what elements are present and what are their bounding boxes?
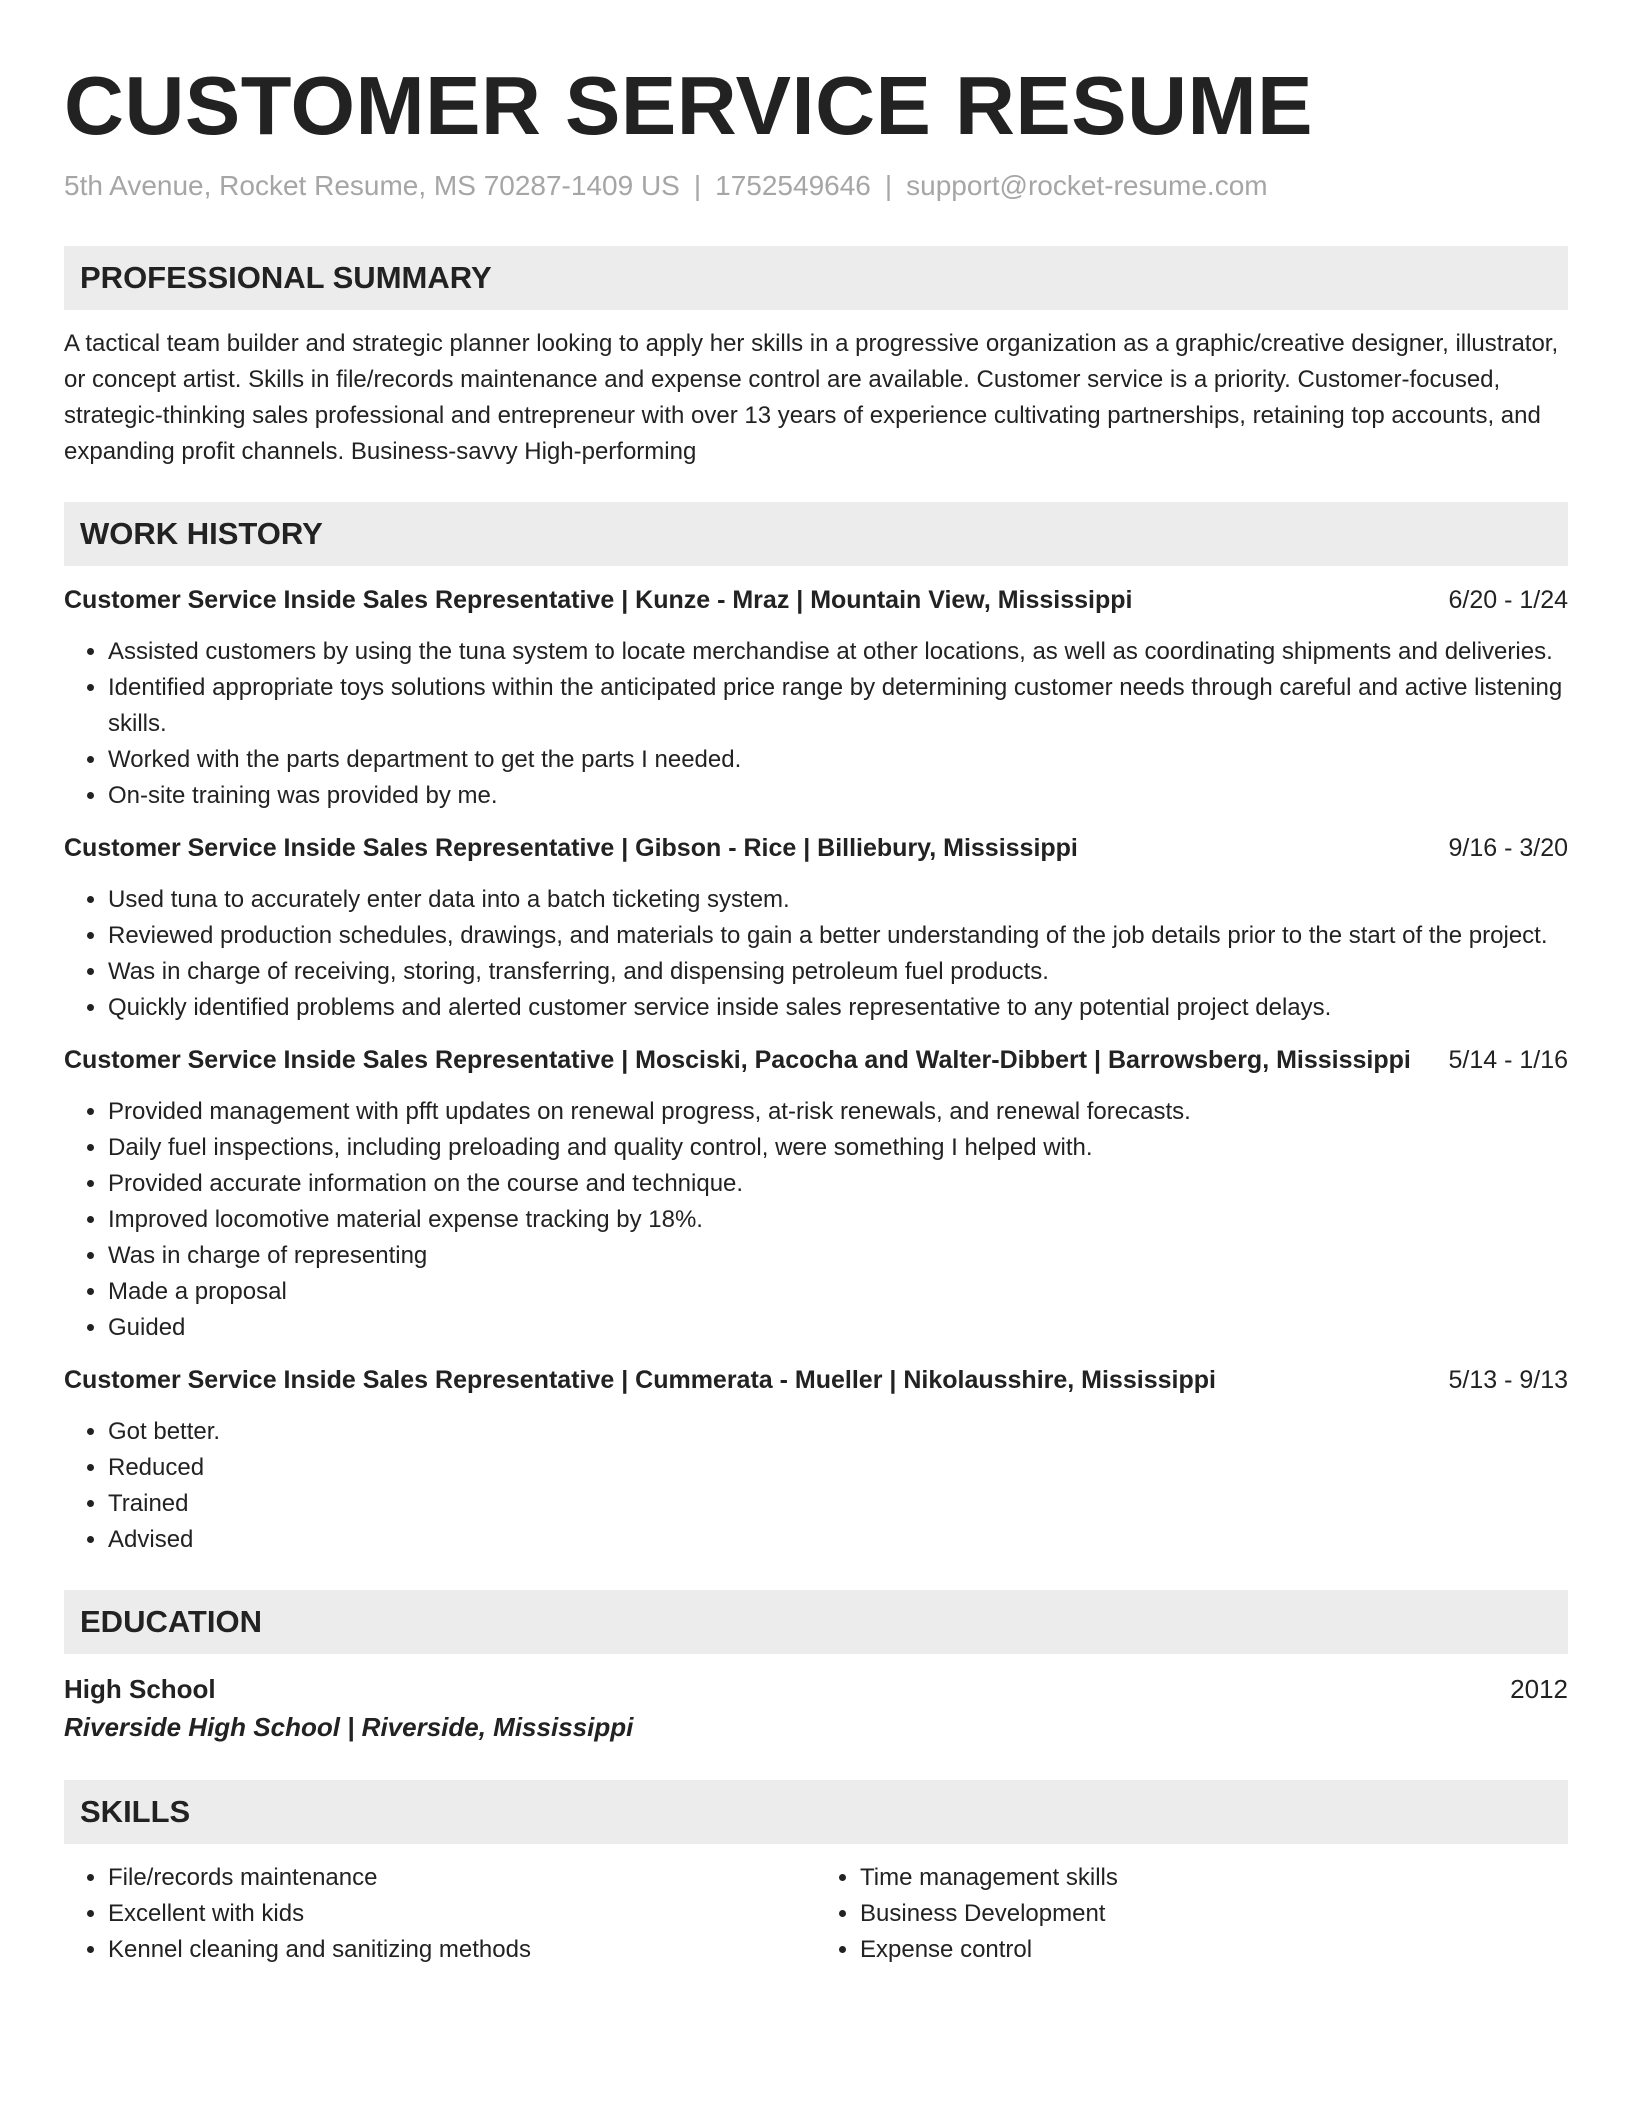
job-bullet: • Improved locomotive material expense tracking by 18%. <box>108 1202 1568 1238</box>
skill-item: • Excellent with kids <box>108 1896 816 1932</box>
job-header <box>64 582 1568 618</box>
contact-phone: 1752549646 <box>715 170 871 201</box>
education-degree: High School <box>64 1674 216 1704</box>
education-heading: EDUCATION <box>64 1590 1568 1654</box>
job-bullet: • Reviewed production schedules, drawings, and materials to gain a better understanding of the job details prior to the start of the project. <box>108 918 1568 954</box>
skills-heading: SKILLS <box>64 1780 1568 1844</box>
job-bullet: • Daily fuel inspections, including preloading and quality control, were something I helped with. <box>108 1130 1568 1166</box>
job-dates: 5/13 - 9/13 <box>1448 1366 1568 1394</box>
job-dates: 5/14 - 1/16 <box>1448 1046 1568 1074</box>
skill-item: • Expense control <box>860 1932 1568 1968</box>
summary-heading: PROFESSIONAL SUMMARY <box>64 246 1568 310</box>
skill-item: • File/records maintenance <box>108 1860 816 1896</box>
job-header <box>64 1042 1568 1078</box>
education-entry <box>64 1670 1568 1746</box>
job-dates: 9/16 - 3/20 <box>1448 834 1568 862</box>
skill-item: • Time management skills <box>860 1860 1568 1896</box>
job-title: Customer Service Inside Sales Representative | Cummerata - Mueller | Nikolausshire, Mississippi <box>64 1366 1216 1394</box>
education-school: Riverside High School | Riverside, Mississippi <box>64 1712 634 1742</box>
job-bullet: • Worked with the parts department to get the parts I needed. <box>108 742 1568 778</box>
summary-text: A tactical team builder and strategic planner looking to apply her skills in a progressive organization as a graphic/creative designer, illustrator, or concept artist. Skills in file/records maintenance and expense control are available. Customer service is a priority. Customer-focused, strategic-thinking sales professional and entrepreneur with over 13 years of experience cultivating partnerships, retaining top accounts, and expanding profit channels. Business-savvy High-performing <box>64 330 1559 465</box>
job-entry <box>64 582 1568 814</box>
job-bullet: • Identified appropriate toys solutions within the anticipated price range by determining customer needs through careful and active listening skills. <box>108 670 1568 742</box>
job-bullet: • Guided <box>108 1310 1568 1346</box>
job-title: Customer Service Inside Sales Representative | Mosciski, Pacocha and Walter-Dibbert | Barrowsberg, Mississippi <box>64 1046 1411 1074</box>
contact-address: 5th Avenue, Rocket Resume, MS 70287-1409 US <box>64 170 680 201</box>
job-bullets <box>64 1094 1568 1346</box>
job-bullet: • Advised <box>108 1522 1568 1558</box>
contact-separator: | <box>693 170 702 201</box>
skill-item: • Kennel cleaning and sanitizing methods <box>108 1932 816 1968</box>
skills-column-left <box>64 1860 816 1968</box>
job-bullets <box>64 882 1568 1026</box>
job-entry <box>64 1362 1568 1558</box>
job-bullet: • Trained <box>108 1486 1568 1522</box>
skills-column-right <box>816 1860 1568 1968</box>
job-bullet: • Provided management with pfft updates on renewal progress, at-risk renewals, and renewal forecasts. <box>108 1094 1568 1130</box>
job-bullet: • Was in charge of receiving, storing, transferring, and dispensing petroleum fuel products. <box>108 954 1568 990</box>
job-bullets <box>64 634 1568 814</box>
job-title: Customer Service Inside Sales Representative | Gibson - Rice | Billiebury, Mississippi <box>64 834 1078 862</box>
job-bullet: • Made a proposal <box>108 1274 1568 1310</box>
job-bullet: • Used tuna to accurately enter data into a batch ticketing system. <box>108 882 1568 918</box>
contact-line <box>64 166 1568 206</box>
job-bullet: • Quickly identified problems and alerted customer service inside sales representative to any potential project delays. <box>108 990 1568 1026</box>
contact-separator: | <box>884 170 893 201</box>
work-history-heading: WORK HISTORY <box>64 502 1568 566</box>
job-bullet: • Was in charge of representing <box>108 1238 1568 1274</box>
job-bullet: • On-site training was provided by me. <box>108 778 1568 814</box>
job-bullet: • Got better. <box>108 1414 1568 1450</box>
contact-email[interactable]: support@rocket-resume.com <box>906 170 1268 201</box>
job-bullets <box>64 1414 1568 1558</box>
skill-item: • Business Development <box>860 1896 1568 1932</box>
job-entry <box>64 830 1568 1026</box>
education-year: 2012 <box>1510 1674 1568 1704</box>
job-header <box>64 1362 1568 1398</box>
job-bullet: • Reduced <box>108 1450 1568 1486</box>
job-bullet: • Assisted customers by using the tuna system to locate merchandise at other locations, as well as coordinating shipments and deliveries. <box>108 634 1568 670</box>
job-bullet: • Provided accurate information on the course and technique. <box>108 1166 1568 1202</box>
skills-list <box>64 1860 1568 1968</box>
job-dates: 6/20 - 1/24 <box>1448 586 1568 614</box>
education-header <box>64 1670 1568 1708</box>
job-header <box>64 830 1568 866</box>
resume-title: CUSTOMER SERVICE RESUME <box>64 59 1314 152</box>
job-entry <box>64 1042 1568 1346</box>
job-title: Customer Service Inside Sales Representative | Kunze - Mraz | Mountain View, Mississippi <box>64 586 1133 614</box>
